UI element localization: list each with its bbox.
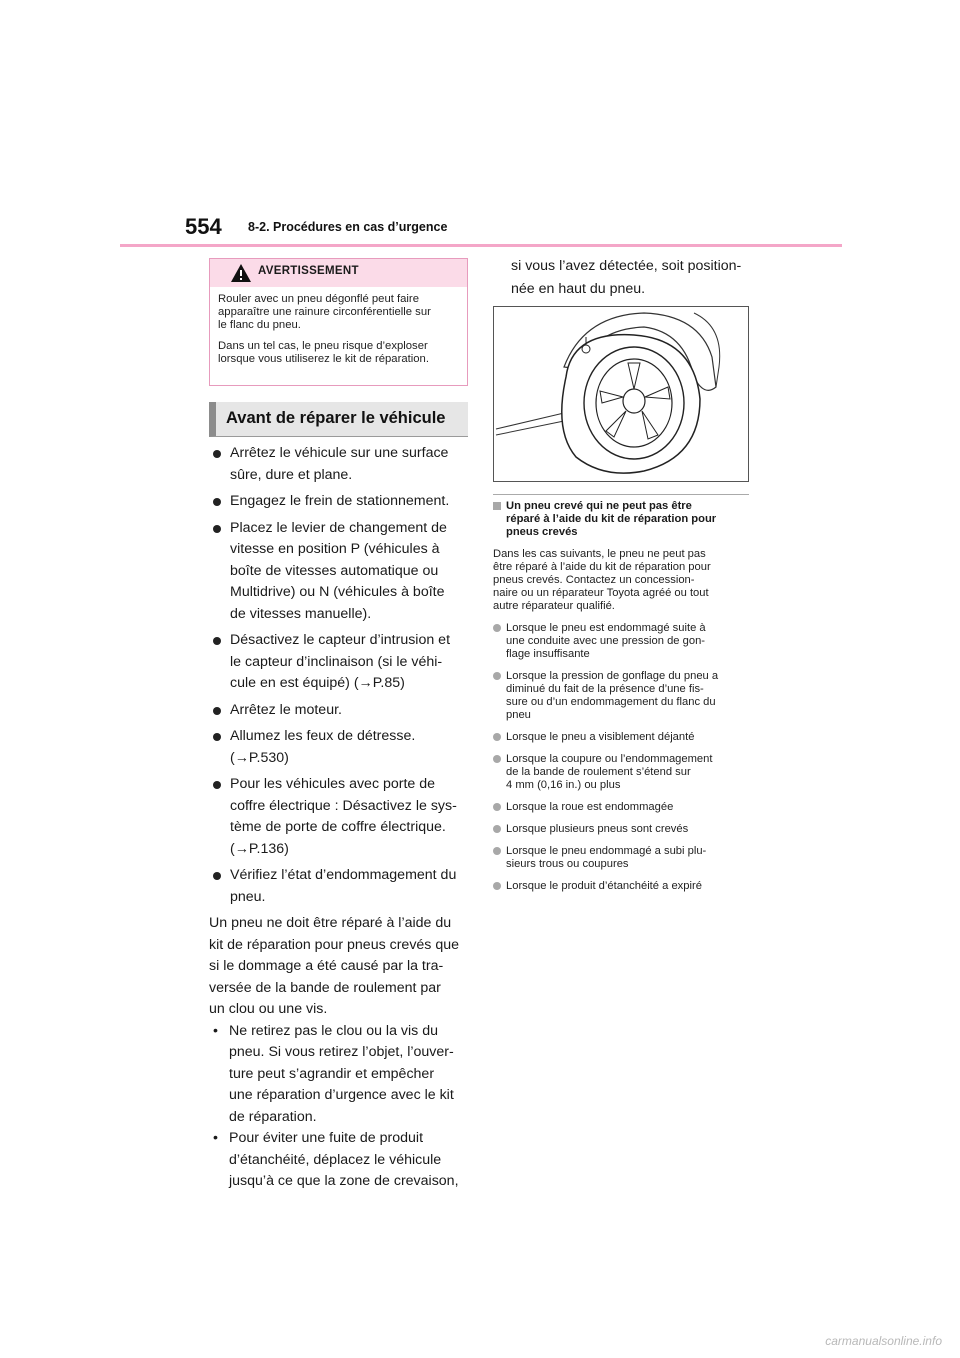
step-item: Arrêtez le moteur. xyxy=(209,700,471,722)
sub-bullet-item: • Pour éviter une fuite de produit d’étanchéité, déplacez le véhicule jusqu’à ce que la zone de crevaison, xyxy=(213,1130,459,1189)
note-title: Un pneu crevé qui ne peut pas être réparé à l’aide du kit de réparation pour pneus crevés xyxy=(493,500,751,539)
watermark: carmanualsonline.info xyxy=(825,1334,942,1348)
header-rule xyxy=(120,244,842,247)
continued-text: si vous l’avez détectée, soit position- née en haut du pneu. xyxy=(511,258,742,297)
figure-rule xyxy=(493,494,749,495)
circle-bullet-icon xyxy=(493,803,501,811)
sub-bullet-item: • Ne retirez pas le clou ou la vis du pneu. Si vous retirez l’objet, l’ouver- ture peut s’agrandir et empêcher une réparation d’urgence avec le kit de réparation. xyxy=(213,1022,454,1125)
warning-box xyxy=(209,258,468,386)
step-item: Arrêtez le véhicule sur une surface sûre, dure et plane. xyxy=(209,443,471,486)
circle-bullet-icon xyxy=(493,733,501,741)
note-item: Lorsque la pression de gonflage du pneu a diminué du fait de la présence d’une fis- sure ou d’un endommagement du flanc du pneu xyxy=(493,670,751,722)
subsection-heading: Avant de réparer le véhicule xyxy=(209,402,468,437)
bullet-dot-icon xyxy=(213,707,221,715)
warning-triangle-icon xyxy=(230,263,252,283)
note-item: Lorsque le pneu a visiblement déjanté xyxy=(493,731,751,744)
step-item: Placez le levier de changement de vitesse en position P (véhicules à boîte de vitesses automatique ou Multidrive) ou N (véhicules à boîte de vitesses manuelle). xyxy=(209,518,471,626)
circle-bullet-icon xyxy=(493,825,501,833)
steps-column xyxy=(209,443,471,1193)
tire-illustration xyxy=(493,306,749,482)
section-title: 8-2. Procédures en cas d’urgence xyxy=(248,220,448,234)
bullet-dot-icon xyxy=(213,525,221,533)
circle-bullet-icon xyxy=(493,882,501,890)
circle-bullet-icon xyxy=(493,672,501,680)
warning-header xyxy=(210,259,467,287)
square-bullet-icon xyxy=(493,502,501,510)
note-item: Lorsque plusieurs pneus sont crevés xyxy=(493,823,751,836)
warning-text-2: Dans un tel cas, le pneu risque d’exploser lorsque vous utiliserez le kit de réparation. xyxy=(218,340,429,365)
note-item: Lorsque la coupure ou l’endommagement de la bande de roulement s’étend sur 4 mm (0,16 in.) ou plus xyxy=(493,753,751,792)
bullet-dot-icon xyxy=(213,781,221,789)
step-item: Pour les véhicules avec porte de coffre électrique : Désactivez le sys- tème de porte de coffre électrique. (→P.136) xyxy=(209,774,471,860)
repair-condition-paragraph: Un pneu ne doit être réparé à l’aide du kit de réparation pour pneus crevés que si le dommage a été causé par la tra- versée de la bande de roulement par un clou ou une vis. xyxy=(209,915,460,1017)
warning-text-1: Rouler avec un pneu dégonflé peut faire apparaître une rainure circonférentielle sur le flanc du pneu. xyxy=(218,293,431,331)
circle-bullet-icon xyxy=(493,624,501,632)
bullet-dot-icon xyxy=(213,498,221,506)
note-item: Lorsque le produit d’étanchéité a expiré xyxy=(493,880,751,893)
note-item: Lorsque le pneu endommagé a subi plu- sieurs trous ou coupures xyxy=(493,845,751,871)
note-block xyxy=(493,500,751,893)
step-item: Engagez le frein de stationnement. xyxy=(209,491,471,513)
bullet-dot-icon xyxy=(213,450,221,458)
tire-drawing xyxy=(494,307,748,481)
warning-title: AVERTISSEMENT xyxy=(258,265,359,277)
note-item: Lorsque la roue est endommagée xyxy=(493,801,751,814)
note-item: Lorsque le pneu est endommagé suite à une conduite avec une pression de gon- flage insuffisante xyxy=(493,622,751,661)
page-number: 554 xyxy=(185,214,222,239)
circle-bullet-icon xyxy=(493,755,501,763)
step-item: Allumez les feux de détresse. (→P.530) xyxy=(209,726,471,769)
step-item: Désactivez le capteur d’intrusion et le capteur d’inclinaison (si le véhi- cule en est équipé) (→P.85) xyxy=(209,630,471,695)
bullet-dot-icon xyxy=(213,637,221,645)
bullet-dot-icon xyxy=(213,733,221,741)
step-item: Vérifiez l’état d’endommagement du pneu. xyxy=(209,865,471,908)
bullet-dot-icon xyxy=(213,872,221,880)
note-body: Dans les cas suivants, le pneu ne peut pas être réparé à l’aide du kit de réparation pour pneus crevés. Contactez un concession- naire ou un réparateur Toyota agréé ou tout autre réparateur qualifié. xyxy=(493,548,711,612)
circle-bullet-icon xyxy=(493,847,501,855)
